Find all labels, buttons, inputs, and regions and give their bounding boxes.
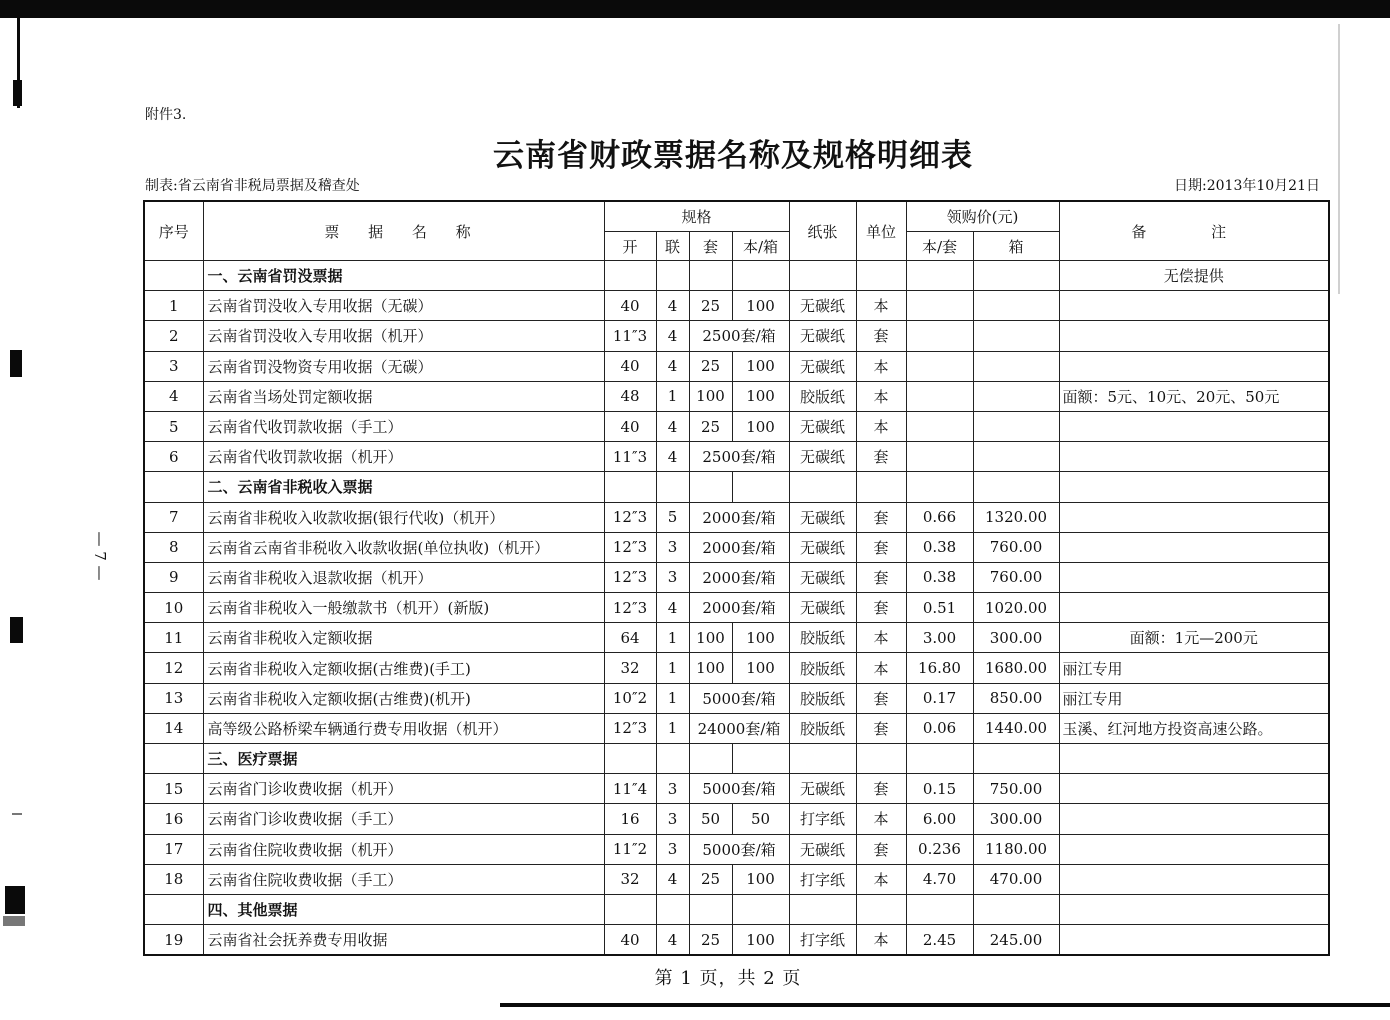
- cell-paper: 无碳纸: [789, 411, 856, 441]
- cell-sets-per-box: 2000套/箱: [689, 593, 789, 623]
- cell-no: 2: [144, 321, 203, 351]
- cell-price-box: 760.00: [973, 562, 1059, 592]
- cell-copies: 1: [656, 653, 689, 683]
- cell-name: 云南省门诊收费收据（机开）: [203, 774, 604, 804]
- header-spec: 规格: [604, 201, 789, 232]
- cell-price-per: 0.15: [906, 774, 973, 804]
- cell-remark: [1059, 291, 1329, 321]
- header-remark: 备 注: [1059, 201, 1329, 261]
- table-row: [144, 593, 1329, 623]
- scan-top-bar: [0, 0, 1390, 18]
- cell-copies: 3: [656, 562, 689, 592]
- cell-paper: 无碳纸: [789, 291, 856, 321]
- section-row: [144, 472, 1329, 502]
- cell-copies: [656, 894, 689, 924]
- header-open: 开: [604, 232, 656, 261]
- cell-sets: 25: [689, 351, 732, 381]
- cell-price-per: 0.38: [906, 562, 973, 592]
- cell-paper: 胶版纸: [789, 653, 856, 683]
- cell-copies: 4: [656, 925, 689, 956]
- cell-remark: [1059, 442, 1329, 472]
- cell-open: 32: [604, 653, 656, 683]
- table-row: [144, 683, 1329, 713]
- cell-price-box: [973, 261, 1059, 291]
- cell-remark: [1059, 864, 1329, 894]
- table-row: [144, 442, 1329, 472]
- side-page-number: — 7 —: [91, 531, 109, 581]
- cell-sets: 25: [689, 864, 732, 894]
- cell-name: 云南省住院收费收据（手工）: [203, 864, 604, 894]
- cell-open: 40: [604, 411, 656, 441]
- cell-remark: [1059, 744, 1329, 774]
- cell-remark: [1059, 774, 1329, 804]
- cell-per-box: 100: [732, 411, 789, 441]
- header-price-per: 本/套: [906, 232, 973, 261]
- cell-copies: 5: [656, 502, 689, 532]
- cell-unit: 套: [856, 502, 906, 532]
- cell-sets: [689, 261, 732, 291]
- cell-name: 云南省非税收入收款收据(银行代收)（机开）: [203, 502, 604, 532]
- cell-no: 15: [144, 774, 203, 804]
- cell-remark: [1059, 472, 1329, 502]
- cell-open: 11″3: [604, 442, 656, 472]
- table-row: [144, 351, 1329, 381]
- cell-no: 11: [144, 623, 203, 653]
- cell-paper: [789, 744, 856, 774]
- cell-price-per: [906, 894, 973, 924]
- cell-price-box: 1440.00: [973, 713, 1059, 743]
- cell-open: 12″3: [604, 593, 656, 623]
- table-row: [144, 411, 1329, 441]
- cell-no: 9: [144, 562, 203, 592]
- cell-paper: 胶版纸: [789, 381, 856, 411]
- cell-name: 云南省非税收入退款收据（机开）: [203, 562, 604, 592]
- cell-sets-per-box: 2500套/箱: [689, 321, 789, 351]
- cell-unit: 本: [856, 925, 906, 956]
- cell-remark: 玉溪、红河地方投资高速公路。: [1059, 713, 1329, 743]
- cell-remark: [1059, 834, 1329, 864]
- cell-unit: 套: [856, 442, 906, 472]
- cell-unit: 套: [856, 683, 906, 713]
- cell-copies: 3: [656, 834, 689, 864]
- scan-left-block: [3, 916, 25, 926]
- page-footer: 第 1 页，共 2 页: [654, 968, 802, 989]
- cell-no: 1: [144, 291, 203, 321]
- cell-name: 云南省住院收费收据（机开）: [203, 834, 604, 864]
- cell-price-per: [906, 442, 973, 472]
- cell-price-per: [906, 744, 973, 774]
- cell-paper: 无碳纸: [789, 774, 856, 804]
- cell-name: 云南省非税收入定额收据(古维费)(手工): [203, 653, 604, 683]
- cell-per-box: 100: [732, 623, 789, 653]
- cell-paper: 无碳纸: [789, 562, 856, 592]
- cell-price-box: [973, 351, 1059, 381]
- cell-copies: 4: [656, 291, 689, 321]
- header-sets: 套: [689, 232, 732, 261]
- cell-copies: 4: [656, 321, 689, 351]
- cell-price-box: 300.00: [973, 623, 1059, 653]
- cell-price-per: [906, 321, 973, 351]
- cell-unit: 套: [856, 321, 906, 351]
- cell-price-per: 4.70: [906, 864, 973, 894]
- cell-no: 3: [144, 351, 203, 381]
- cell-name: 云南省非税收入一般缴款书（机开）(新版): [203, 593, 604, 623]
- cell-per-box: 100: [732, 653, 789, 683]
- cell-sets-per-box: 5000套/箱: [689, 834, 789, 864]
- cell-unit: 套: [856, 593, 906, 623]
- cell-sets-per-box: 5000套/箱: [689, 774, 789, 804]
- cell-per-box: 100: [732, 381, 789, 411]
- cell-unit: 本: [856, 291, 906, 321]
- cell-copies: 4: [656, 442, 689, 472]
- section-row: [144, 894, 1329, 924]
- cell-open: 40: [604, 351, 656, 381]
- cell-open: [604, 472, 656, 502]
- cell-price-box: 1680.00: [973, 653, 1059, 683]
- cell-open: [604, 744, 656, 774]
- header-price-box: 箱: [973, 232, 1059, 261]
- cell-unit: 本: [856, 804, 906, 834]
- cell-open: 11″3: [604, 321, 656, 351]
- cell-copies: [656, 261, 689, 291]
- cell-price-per: 3.00: [906, 623, 973, 653]
- table-row: [144, 502, 1329, 532]
- cell-price-box: 750.00: [973, 774, 1059, 804]
- header-row: [144, 201, 1329, 232]
- cell-unit: 套: [856, 713, 906, 743]
- cell-paper: 胶版纸: [789, 623, 856, 653]
- cell-name: 云南省代收罚款收据（机开）: [203, 442, 604, 472]
- header-no: 序号: [144, 201, 203, 261]
- cell-sets-per-box: 2000套/箱: [689, 532, 789, 562]
- cell-no: 5: [144, 411, 203, 441]
- scan-left-block: [5, 886, 25, 914]
- cell-price-per: 0.38: [906, 532, 973, 562]
- cell-price-box: 850.00: [973, 683, 1059, 713]
- cell-name: 云南省云南省非税收入收款收据(单位执收)（机开）: [203, 532, 604, 562]
- cell-sets-per-box: 2000套/箱: [689, 502, 789, 532]
- cell-no: 13: [144, 683, 203, 713]
- cell-copies: 1: [656, 713, 689, 743]
- cell-per-box: 100: [732, 925, 789, 956]
- cell-sets: 100: [689, 381, 732, 411]
- cell-copies: [656, 472, 689, 502]
- cell-name: 云南省门诊收费收据（手工）: [203, 804, 604, 834]
- cell-sets: 100: [689, 623, 732, 653]
- cell-remark: [1059, 593, 1329, 623]
- cell-copies: 1: [656, 623, 689, 653]
- cell-name: 高等级公路桥梁车辆通行费专用收据（机开）: [203, 713, 604, 743]
- cell-price-box: 470.00: [973, 864, 1059, 894]
- cell-paper: 无碳纸: [789, 532, 856, 562]
- cell-price-per: 0.66: [906, 502, 973, 532]
- cell-open: 12″3: [604, 562, 656, 592]
- cell-price-per: [906, 411, 973, 441]
- cell-paper: 无碳纸: [789, 834, 856, 864]
- cell-name: 云南省当场处罚定额收据: [203, 381, 604, 411]
- cell-open: 64: [604, 623, 656, 653]
- cell-sets: 25: [689, 411, 732, 441]
- cell-remark: [1059, 925, 1329, 956]
- cell-price-per: 0.06: [906, 713, 973, 743]
- cell-unit: 套: [856, 774, 906, 804]
- table-row: [144, 532, 1329, 562]
- cell-no: 6: [144, 442, 203, 472]
- header-price: 领购价(元): [906, 201, 1059, 232]
- cell-open: [604, 261, 656, 291]
- cell-per-box: [732, 894, 789, 924]
- cell-name: 云南省非税收入定额收据: [203, 623, 604, 653]
- section-title: 二、云南省非税收入票据: [203, 472, 604, 502]
- cell-price-box: [973, 472, 1059, 502]
- cell-unit: [856, 472, 906, 502]
- attachment-label: 附件3.: [145, 107, 187, 123]
- cell-no: 10: [144, 593, 203, 623]
- cell-per-box: 50: [732, 804, 789, 834]
- cell-unit: 本: [856, 864, 906, 894]
- cell-no: 19: [144, 925, 203, 956]
- cell-copies: [656, 744, 689, 774]
- cell-price-per: [906, 261, 973, 291]
- cell-paper: 胶版纸: [789, 683, 856, 713]
- cell-no: 7: [144, 502, 203, 532]
- cell-price-box: [973, 894, 1059, 924]
- header-per-box: 本/箱: [732, 232, 789, 261]
- cell-unit: [856, 261, 906, 291]
- cell-remark: [1059, 894, 1329, 924]
- cell-price-box: [973, 744, 1059, 774]
- scan-left-block: [10, 617, 23, 643]
- section-title: 三、医疗票据: [203, 744, 604, 774]
- cell-no: [144, 894, 203, 924]
- cell-paper: [789, 261, 856, 291]
- cell-name: 云南省罚没物资专用收据（无碳）: [203, 351, 604, 381]
- cell-price-box: 760.00: [973, 532, 1059, 562]
- table-row: [144, 562, 1329, 592]
- cell-per-box: [732, 261, 789, 291]
- table-row: [144, 381, 1329, 411]
- cell-sets: 100: [689, 653, 732, 683]
- cell-name: 云南省代收罚款收据（手工）: [203, 411, 604, 441]
- header-paper: 纸张: [789, 201, 856, 261]
- cell-no: 16: [144, 804, 203, 834]
- cell-price-box: 1320.00: [973, 502, 1059, 532]
- cell-remark: [1059, 351, 1329, 381]
- cell-unit: 套: [856, 532, 906, 562]
- table-row: [144, 834, 1329, 864]
- cell-unit: 本: [856, 653, 906, 683]
- cell-price-box: [973, 442, 1059, 472]
- cell-copies: 4: [656, 864, 689, 894]
- table-date: 日期:2013年10月21日: [1174, 178, 1320, 194]
- cell-price-per: [906, 351, 973, 381]
- cell-price-box: 245.00: [973, 925, 1059, 956]
- cell-open: 12″3: [604, 713, 656, 743]
- cell-sets: [689, 744, 732, 774]
- cell-price-per: 0.17: [906, 683, 973, 713]
- page-title: 云南省财政票据名称及规格明细表: [493, 138, 973, 174]
- cell-copies: 3: [656, 774, 689, 804]
- cell-price-box: 1180.00: [973, 834, 1059, 864]
- cell-no: [144, 744, 203, 774]
- cell-copies: 3: [656, 532, 689, 562]
- cell-sets: [689, 894, 732, 924]
- cell-copies: 4: [656, 593, 689, 623]
- cell-price-per: 16.80: [906, 653, 973, 683]
- cell-no: [144, 472, 203, 502]
- cell-sets: [689, 472, 732, 502]
- cell-remark: [1059, 562, 1329, 592]
- table-row: [144, 774, 1329, 804]
- cell-open: 12″3: [604, 502, 656, 532]
- table-row: [144, 653, 1329, 683]
- cell-paper: [789, 472, 856, 502]
- cell-copies: 4: [656, 411, 689, 441]
- section-title: 四、其他票据: [203, 894, 604, 924]
- section-title: 一、云南省罚没票据: [203, 261, 604, 291]
- cell-unit: 套: [856, 834, 906, 864]
- cell-no: 4: [144, 381, 203, 411]
- cell-sets-per-box: 24000套/箱: [689, 713, 789, 743]
- cell-price-box: 1020.00: [973, 593, 1059, 623]
- cell-open: 32: [604, 864, 656, 894]
- header-unit: 单位: [856, 201, 906, 261]
- cell-sets: 50: [689, 804, 732, 834]
- cell-name: 云南省非税收入定额收据(古维费)(机开): [203, 683, 604, 713]
- cell-unit: [856, 744, 906, 774]
- table-row: [144, 291, 1329, 321]
- cell-unit: 本: [856, 411, 906, 441]
- cell-sets: 25: [689, 291, 732, 321]
- cell-paper: [789, 894, 856, 924]
- cell-no: [144, 261, 203, 291]
- cell-remark: [1059, 321, 1329, 351]
- cell-open: [604, 894, 656, 924]
- header-name: 票 据 名 称: [203, 201, 604, 261]
- cell-no: 17: [144, 834, 203, 864]
- cell-price-per: [906, 472, 973, 502]
- scan-left-block: [10, 350, 22, 377]
- cell-per-box: 100: [732, 351, 789, 381]
- cell-open: 40: [604, 291, 656, 321]
- table-row: [144, 321, 1329, 351]
- cell-paper: 胶版纸: [789, 713, 856, 743]
- scan-left-block: [13, 80, 22, 106]
- table-row: [144, 925, 1329, 956]
- section-row: [144, 744, 1329, 774]
- cell-sets-per-box: 2500套/箱: [689, 442, 789, 472]
- cell-copies: 3: [656, 804, 689, 834]
- cell-sets: 25: [689, 925, 732, 956]
- cell-no: 8: [144, 532, 203, 562]
- cell-sets-per-box: 2000套/箱: [689, 562, 789, 592]
- cell-remark: 面额：5元、10元、20元、50元: [1059, 381, 1329, 411]
- cell-per-box: [732, 472, 789, 502]
- cell-per-box: [732, 744, 789, 774]
- cell-remark: [1059, 804, 1329, 834]
- cell-price-box: 300.00: [973, 804, 1059, 834]
- cell-unit: [856, 894, 906, 924]
- cell-open: 11″4: [604, 774, 656, 804]
- cell-remark: [1059, 502, 1329, 532]
- cell-remark: [1059, 532, 1329, 562]
- cell-price-per: [906, 291, 973, 321]
- cell-copies: 1: [656, 683, 689, 713]
- cell-no: 14: [144, 713, 203, 743]
- cell-paper: 无碳纸: [789, 351, 856, 381]
- cell-unit: 本: [856, 351, 906, 381]
- cell-price-per: [906, 381, 973, 411]
- table-row: [144, 623, 1329, 653]
- cell-unit: 本: [856, 623, 906, 653]
- cell-paper: 无碳纸: [789, 442, 856, 472]
- cell-remark: 无偿提供: [1059, 261, 1329, 291]
- ticket-spec-table: [143, 200, 1330, 956]
- cell-name: 云南省罚没收入专用收据（机开）: [203, 321, 604, 351]
- cell-price-box: [973, 321, 1059, 351]
- cell-price-per: 6.00: [906, 804, 973, 834]
- cell-copies: 1: [656, 381, 689, 411]
- cell-paper: 打字纸: [789, 804, 856, 834]
- cell-open: 16: [604, 804, 656, 834]
- cell-open: 40: [604, 925, 656, 956]
- header-copies: 联: [656, 232, 689, 261]
- cell-name: 云南省社会抚养费专用收据: [203, 925, 604, 956]
- cell-unit: 本: [856, 381, 906, 411]
- cell-price-per: 2.45: [906, 925, 973, 956]
- cell-paper: 打字纸: [789, 864, 856, 894]
- table-maker: 制表:省云南省非税局票据及稽查处: [145, 178, 360, 194]
- cell-paper: 无碳纸: [789, 593, 856, 623]
- cell-remark: 丽江专用: [1059, 683, 1329, 713]
- cell-copies: 4: [656, 351, 689, 381]
- scan-left-dash: [12, 813, 22, 815]
- cell-paper: 无碳纸: [789, 502, 856, 532]
- cell-open: 48: [604, 381, 656, 411]
- cell-per-box: 100: [732, 291, 789, 321]
- cell-open: 10″2: [604, 683, 656, 713]
- cell-price-box: [973, 291, 1059, 321]
- cell-sets-per-box: 5000套/箱: [689, 683, 789, 713]
- cell-no: 18: [144, 864, 203, 894]
- cell-remark: 丽江专用: [1059, 653, 1329, 683]
- cell-paper: 无碳纸: [789, 321, 856, 351]
- cell-price-per: 0.51: [906, 593, 973, 623]
- section-row: [144, 261, 1329, 291]
- cell-per-box: 100: [732, 864, 789, 894]
- cell-remark: 面额：1元—200元: [1059, 623, 1329, 653]
- cell-remark: [1059, 411, 1329, 441]
- cell-price-per: 0.236: [906, 834, 973, 864]
- cell-unit: 套: [856, 562, 906, 592]
- cell-open: 11″2: [604, 834, 656, 864]
- cell-price-box: [973, 411, 1059, 441]
- cell-price-box: [973, 381, 1059, 411]
- cell-open: 12″3: [604, 532, 656, 562]
- cell-no: 12: [144, 653, 203, 683]
- table-row: [144, 713, 1329, 743]
- table-row: [144, 864, 1329, 894]
- scan-bottom-line: [500, 1003, 1390, 1007]
- cell-paper: 打字纸: [789, 925, 856, 956]
- table-row: [144, 804, 1329, 834]
- cell-name: 云南省罚没收入专用收据（无碳）: [203, 291, 604, 321]
